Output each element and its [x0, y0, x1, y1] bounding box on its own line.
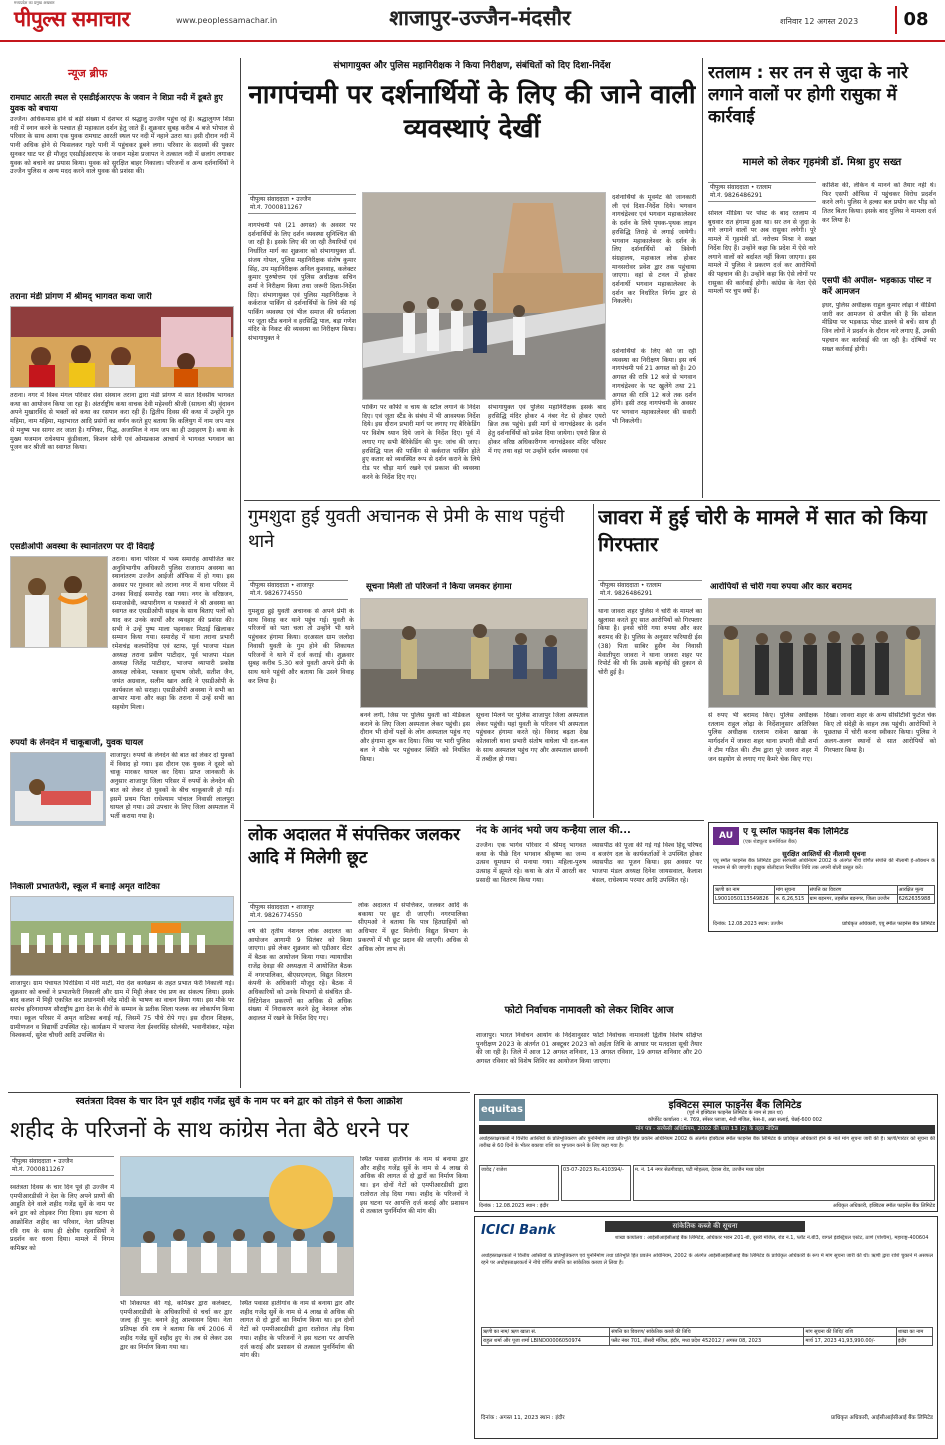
temple-image	[363, 193, 606, 400]
martyr-col-1: स्वतंत्रता दिवस के चार दिन पूर्व ही उज्जैन में एमपीआरडीसी ने देश के लिए अपने प्राणों की आहुति देने वाले शहीद गजेंद्र सुर्वे के नाम पर बने द्वार को तोड़कर गिरा दिया। इस घटना से आक्रोशित शहीद का परिवार, नेता प्रतिपक्ष रवि राय के साथ ही क्षेत्रीय रहवासियों ने प्रदर्शन कर धरना दिया। मामले में निगम कमिश्नर को	[10, 1184, 114, 1252]
nagpanchami-col-4: संभागायुक्त एवं पुलिस महानिरीक्षक इसके बाद हरसिद्धि मंदिर होकर 4 नंबर गेट से होकर एयरो ब्रिज तक पहुंचे। इसी मार्ग से नागचंद्रेश्वर के दर्शन हेतु दर्शनार्थियों को प्रवेश दिया जायेगा। एयरो ब्रिज से होकर वरिष्ठ अधिकारीगण नागचंद्रेश्वर मंदिर परिसर में गए तथा वहां पर उन्होंने दर्शन व्यवस्था एवं	[488, 404, 606, 455]
jaora-byline	[598, 580, 702, 600]
au-col-header-1: ऋणी का नाम	[714, 886, 775, 895]
jaora-subhead: आरोपियों से चोरी गया रुपया और कार बरामद	[710, 582, 852, 592]
lok-adalat-byline	[248, 902, 352, 922]
au-bank-title: ए यू स्मॉल फाइनेंस बैंक लिमिटेड	[743, 827, 849, 837]
bhagwat-katha-image	[11, 307, 234, 388]
issue-date: शनिवार 12 अगस्त 2023	[780, 17, 859, 26]
martyr-col-4: स्थित पवासा हातीगांव के नाम से बनाया द्वार और शहीद गजेंद्र सुर्वे के नाम से 4 लाख से अधिक की लागत से दो द्वारों का निर्माण किया था। इन दोनों गेटों को एमपीआरडीसी द्वारा रातोरात तोड़ दिया गया। शहीद के परिजनों ने इस घटना पर आपत्ति दर्ज कराई और प्रशासन से तत्काल पुनर्निर्माण की मांग की।	[360, 1156, 468, 1216]
ratlam-col-1: सोशल मीडिया पर पोस्ट के बाद रतलाम में बुधवार रात हंगामा हुआ था। सर तन से जुदा के नारे लगाने वालों पर अब रासुका लगेगी। पूरे मामले में गृहमंत्री डॉ. नरोत्तम मिश्रा ने सख्त निर्देश दिए हैं। उन्होंने कहा कि प्रदेश में ऐसे नारे लगाने वालों को बर्दाश्त नहीं किया जाएगा। इस मामले में पुलिस ने प्रकरण दर्ज कर आरोपियों की पहचान की है। उन्होंने कहा कि ऐसे लोगों पर रासुका की कार्रवाई होगी। कांग्रेस के नेता ऐसे मामलों पर चुप क्यों हैं।	[708, 210, 816, 296]
horizontal-rule-2	[244, 820, 704, 821]
jaora-headline: जावरा में हुई चोरी के मामले में सात को किया गिरफ्तार	[598, 505, 927, 556]
brief-headline-1: रामघाट आरती स्थल से एसडीईआरएफ के जवान ने शिप्रा नदी में डूबते हुए युवक को बचाया	[10, 93, 223, 113]
byline-phone: मो.नं. 9826774550	[250, 590, 303, 597]
nagpanchami-headline: नागपंचमी पर दर्शनार्थियों के लिए की जाने वाली व्यवस्थाएं देखीं	[248, 80, 696, 144]
au-cell-2: रु. 6,26,515	[774, 895, 808, 904]
icici-body: अधोहस्ताक्षरकर्ता ने वित्तीय आस्तियों के प्रतिभूतिकरण एवं पुनर्निर्माण तथा प्रतिभूति हित प्रवर्तन अधिनियम, 2002 के अंतर्गत आईसीआईसीआई बैंक लिमिटेड के प्राधिकृत अधिकारी के रूप में मांग सूचना जारी की थी। ऋणी द्वारा राशि चुकाने में असफल रहने पर अधोहस्ताक्षरकर्ता ने नीचे वर्णित संपत्ति का सांकेतिक कब्जा ले लिया है।	[481, 1253, 933, 1266]
voter-camp-story	[474, 1004, 704, 1090]
missing-col-1: गुमशुदा हुई युवती अचानक से अपने प्रेमी के साथ विवाह कर थाने पहुंच गई। युवती के परिजनों को पता चला तो उन्होंने भी थाने पहुंचकर हंगामा किया। दरअसल ग्राम जलोदा निवासी युवती के गुम होने की शिकायत परिजनों ने थाने में दर्ज कराई थी। शुक्रवार सुबह करीब 5.30 बजे युवती अपने प्रेमी के साथ थाने पहुंची और बताया कि उसने विवाह कर लिया है।	[248, 608, 354, 685]
icici-bank-ad	[474, 1216, 938, 1439]
byline-text: पीपुल्स संवाददाता • रतलाम	[600, 582, 662, 589]
missing-byline	[248, 580, 348, 600]
ratlam-subhead-2: एसपी की अपील- भड़काऊ पोस्ट न करें आमजन	[822, 276, 932, 297]
au-col-header-2: मांग सूचना	[774, 886, 808, 895]
lok-adalat-col-1: वर्ष की तृतीय नेशनल लोक अदालत का आयोजन आगामी 9 सितंबर को किया जाएगा। इसे लेकर शुक्रवार को एडीआर सेंटर में बैठक का आयोजन किया गया। न्यायाधीश राजेंद्र देवड़ा की अध्यक्षता में आयोजित बैठक में नगरपालिका, बीएसएनएल, विद्युत वितरण कंपनी के अधिकारी मौजूद रहे। बैठक में अधिकारियों को उनके विभागों से संबंधित प्री-लिटिगेशन प्रकरणों का अधिक से अधिक संख्या में निराकरण करने हेतु नेशनल लोक अदालत में रखने के निर्देश दिए गए।	[248, 928, 352, 1023]
equitas-body: अधोहस्ताक्षरकर्ता ने वित्तीय आस्तियों के प्रतिभूतिकरण और पुनर्निर्माण तथा प्रतिभूति हित प्रवर्तन अधिनियम 2002 के अंतर्गत इक्विटस स्मॉल फाइनेंस बैंक लिमिटेड के प्राधिकृत अधिकारी होने के नाते मांग सूचना जारी की है। ऋणी/गारंटर को सूचना की तारीख से 60 दिनों के भीतर बकाया राशि का भुगतान करने के लिए कहा गया है।	[479, 1136, 935, 1149]
janmashtami-col-1: उज्जैन। एक भार्गव परिवार में श्रीमद् भागवत कथा के पीछे दिन भगवान श्रीकृष्ण का जन्म उत्सव धूमधाम से मनाया गया। महिला-पुरुष उत्साह में झूमते रहे। कथा के अंत में आरती कर प्रसादी का वितरण किया गया।	[476, 842, 586, 884]
au-cell-3: ग्राम बड़नगर, तहसील बड़नगर, जिला उज्जैन	[808, 895, 897, 904]
equitas-bank-ad	[474, 1094, 938, 1212]
brief-body-4: शाजापुर। रुपयों के लेनदेन की बात को लेकर दो युवकों में विवाद हो गया। इस दौरान एक युवक ने दूसरे को चाकू मारकर घायल कर दिया। प्राप्त जानकारी के अनुसार शाजापुर जिला परिसर में रुपयों के लेनदेन की बात को लेकर दो युवकों के बीच चाकूबाजी हो गई। इसमें प्रथम पिता राधेश्याम पांचाल निवासी लालपुरा घायल हो गया। उसे उपचार के लिए जिला अस्पताल में भर्ती कराया गया है।	[110, 752, 234, 820]
rally-image	[11, 897, 234, 976]
byline-phone: मो.नं. 9826486291	[710, 192, 763, 199]
news-brief-column	[8, 62, 236, 1092]
martyr-col-2: भी शिकायत की गई, कमिश्नर द्वारा कलेक्टर, एमपीआरडीसी के अधिकारियों से चर्चा कर द्वार जल्द ही पुन: बनाने हेतु आश्वासन दिया। नेता प्रतिपक्ष रवि राय ने बताया कि वर्ष 2006 में शहीद गजेंद्र सुर्वे शहीद हुए थे। तब से लेकर उस द्वार का निर्माण किया गया था।	[120, 1300, 232, 1351]
ratlam-story	[706, 58, 938, 498]
martyr-gate-story	[8, 1094, 470, 1439]
brief-body-3: तराना। थाना परिसर में भव्य समारोह आयोजित कर अनुविभागीय अधिकारी पुलिस राजाराम अवस्था का स्थानांतरण उज्जैन आईजी ऑफिस में हो गया। इस अवसर पर गुरुवार को तराना नगर में थाना परिसर में उनका विदाई समारोह रखा गया। नगर के वरिष्ठजन, समाजसेवी, व्यापारीगण व पत्रकारों ने श्री अवस्था का स्वागत कर एसडीओपी साहब के साथ बिताए पलों को याद कर उनके कार्यों और व्यवहार की प्रशंसा की। सभी ने उन्हें पुष्प माला पहनाकर मिठाई खिलाकर सम्मान किया गया। समारोह में थाना तराना प्रभारी रमेशचंद्र कलमोदिया एवं स्टाफ, पूर्व भाजपा मंडल अध्यक्ष तराना प्रवीण पाटीदार, पूर्व भाजपा मंडल अध्यक्ष जितेंद्र पाटीदार, भाजपा व्यापारी प्रकोष्ठ अध्यक्ष लोकेश, पत्रकार सुभाष जोशी, सतीश जैन, जयंत अग्रवाल, सलीम खान आदि ने एसडीओपी के कार्यकाल को सराहा। एसडीओपी अवस्था ने सभी का आभार माना और कहा कि तराना में उन्हें सभी का सहयोग मिला।	[112, 556, 234, 711]
masthead-logo-sub: मध्यप्रदेश का प्रमुख अखबार	[14, 0, 55, 5]
brief-headline-4: रुपयों के लेनदेन में चाकूबाजी, युवक घायल	[10, 738, 144, 748]
ratlam-col-2: कोशिश की, लेकिन ये मानने को तैयार नहीं थे। फिर एसपी ऑफिस में पहुंचकर विरोध प्रदर्शन करने लगे। पुलिस ने हल्का बल प्रयोग कर भीड़ को तितर बितर किया। इसके बाद पुलिस ने मामला दर्ज कर लिया है।	[822, 182, 936, 224]
lok-adalat-headline: लोक अदालत में संपत्तिकर जलकर आदि में मिलेगी छूट	[248, 825, 460, 868]
au-notice-title: सुरक्षित आस्तियों की नीलामी सूचना	[782, 850, 866, 858]
au-cell-4: 6262635988	[897, 895, 934, 904]
au-col-header-4: आरक्षित मूल्य	[897, 886, 934, 895]
icici-cell-2: फ्लैट नंबर 701, तीसरी मंजिल, इंदौर, मध्य प्रदेश 452012 / अगस्त 08, 2023	[610, 1337, 804, 1346]
jaora-col-2: से रुपए भी बरामद किए। पुलिस अधीक्षक रतलाम राहुल लोढ़ा के निर्देशानुसार अतिरिक्त पुलिस अधीक्षक रतलाम राकेश खाखा के मार्गदर्शन में जावरा शहर थाना प्रभारी वीडी शर्मा ने टीम गठित की। टीम द्वारा पूरे जावरा शहर में जन सहयोग से लगाए गए कैमरे चेक किए गए।	[708, 712, 818, 763]
byline-text: पीपुल्स संवाददाता • शाजापुर	[250, 582, 314, 589]
brief-headline-5: निकाली प्रभातफेरी, स्कूल में बनाई अमृत वाटिका	[10, 882, 160, 892]
au-logo-badge: AU	[713, 827, 739, 845]
equitas-row-1: जावेद / राजेश	[479, 1165, 559, 1201]
icici-office: शाखा कार्यालय : आईसीआईसीआई बैंक लिमिटेड, अधिकार भवन 201-बी, दूसरी मंजिल, रोड नं.1, प्लॉट नं.बी3, वागले इंडस्ट्रियल एस्टेट, ठाणे (पश्चिम), महाराष्ट्र-400604	[615, 1235, 929, 1241]
missing-col-3: सूचना मिलने पर पुलिस शाजापुर जिला अस्पताल लेकर पहुंची। यहां युवती के परिजन भी अस्पताल पहुंचकर हंगामा करते रहे। विवाद बढ़ता देख कोतवाली थाना प्रभारी संतोष वाघेला भी दल-बल के साथ अस्पताल पहुंच गए और अस्पताल छावनी में तब्दील हो गया।	[476, 712, 588, 763]
column-divider-mid-2	[593, 504, 594, 818]
ratlam-col-3: इधर, पुलिस अधीक्षक राहुल कुमार लोढ़ा ने वीडियो जारी कर आमजन से अपील की है कि सोशल मीडिया पर भड़काऊ पोस्ट डालने से बचें। साथ ही जिन लोगों ने प्रदर्शन के दौरान नारे लगाए हैं, उनकी पहचान कर कार्रवाई की जा रही है। दोषियों पर सख्त कार्रवाई होगी।	[822, 302, 936, 353]
protest-image	[121, 1157, 354, 1296]
equitas-logo: equitas	[479, 1099, 525, 1121]
column-divider-left	[240, 58, 241, 1088]
equitas-title: इक्विटस स्माल फाइनेंस बैंक लिमिटेड	[668, 1100, 802, 1111]
jaora-theft-story	[596, 504, 938, 818]
au-bank-sub: (एक शेड्यूल्ड कमर्शियल बैंक)	[743, 839, 797, 845]
jaora-col-1: थाना जावरा शहर पुलिस ने चोरी के मामले का खुलासा करते हुए सात आरोपियों को गिरफ्तार किया है। इनसे चोरी गया रुपया और कार बरामद की है। पुलिस के अनुसार फरियादी ईस (38) पिता साबिर हुसैन मेव निवासी मेवातीपुरा जावरा ने थाना जावरा शहर पर रिपोर्ट की थी कि उसके बहनोई की दुकान से चोरी हुई है।	[598, 608, 702, 676]
police-lineup-image	[709, 599, 936, 708]
martyr-headline: शहीद के परिजनों के साथ कांग्रेस नेता बैठे धरने पर	[10, 1118, 409, 1143]
equitas-footer: दिनांक : 12.08.2023 स्थान : इंदौर	[479, 1203, 549, 1209]
equitas-row-3: म. नं. 14 नगर सेठगीवाड़ा, पटी मोहल्ला, देवास रोड, उज्जैन मध्य प्रदेश	[633, 1165, 935, 1201]
icici-cell-1: राहुल शर्मा और पूजा शर्मा LBIND00006050974	[482, 1337, 610, 1346]
crowd-image	[361, 599, 588, 708]
prabhatferi-photo	[10, 896, 234, 976]
missing-subhead: सूचना मिली तो परिजनों ने किया जमकर हंगामा	[366, 582, 512, 592]
icici-col-header-2: संपत्ति का विवरण/ सांकेतिक कब्जे की तिथि	[610, 1328, 804, 1337]
nagpanchami-kicker: संभागायुक्त और पुलिस महानिरीक्षक ने किया निरीक्षण, संबंधितों को दिए दिशा-निर्देश	[333, 61, 611, 71]
au-bank-ad	[708, 822, 938, 932]
au-notice-body: एयू स्मॉल फाइनेंस बैंक लिमिटेड द्वारा सरफेसी अधिनियम 2002 के अंतर्गत नीचे वर्णित संपत्ति की नीलामी ई-ऑक्शन के माध्यम से की जाएगी। इच्छुक बोलीदाता निर्धारित तिथि तक अपनी बोली प्रस्तुत करें।	[713, 858, 935, 871]
byline-phone: मो.नं. 7000811267	[250, 204, 303, 211]
byline-phone: मो.नं. 9826486291	[600, 590, 653, 597]
lok-adalat-col-2: लोक अदालत में संपत्तिकर, जलकर आदि के बकाया पर छूट दी जाएगी। नगरपालिका सीएमओ ने बताया कि पात्र हितग्राहियों को अधिभार में छूट मिलेगी। विद्युत विभाग के प्रकरणों में भी छूट प्रदान की जाएगी। अधिक से अधिक लोग लाभ लें।	[358, 902, 468, 953]
au-cell-1: L9001050113549826	[714, 895, 775, 904]
byline-text: पीपुल्स संवाददाता • रतलाम	[710, 184, 772, 191]
brief-body-5: शाजापुर। ग्राम पंचायत पिरोडिया में मेरी माटी, मेरा देश कार्यक्रम के तहत प्रभात फेरी निकाली गई। शुक्रवार को बच्चों ने प्रभातफेरी निकाली और ग्राम में मिट्टी लेकर पंच प्रण का संकल्प लिया। इसके बाद कलश में मिट्टी एकत्रित कर प्रधानमंत्री नरेंद्र मोदी के भाषण का वाचन किया गया। इस मौके पर सरपंच हरिनारायण सौराष्ट्रीय द्वारा देश के वीरों के सम्मान के प्रतीक शिला फलक का लोकार्पण किया गया। स्कूल परिसर में अमृत वाटिका बनाई गई, जिसमें 75 पौधे रोपे गए। इस दौरान शिक्षक, ग्रामीणजन व विद्यार्थी उपस्थित रहे। कार्यक्रम में भाजपा नेता ईश्वरसिंह सोलंकी, भवानीशंकर, महेश विश्वकर्मा, सुरेश चौधरी आदि उपस्थित थे।	[10, 980, 234, 1040]
ratlam-headline: रतलाम : सर तन से जुदा के नारे लगाने वालों पर होगी रासुका में कार्रवाई	[708, 63, 908, 127]
temple-inspection-photo	[362, 192, 606, 400]
column-divider-mid	[702, 58, 703, 498]
icici-sign: प्राधिकृत अधिकारी, आईसीआईसीआई बैंक लिमिटेड	[831, 1415, 933, 1421]
lok-adalat-story	[246, 822, 470, 1090]
equitas-sign: अधिकृत अधिकारी, इक्विटस स्मॉल फाइनेंस बैंक लिमिटेड	[832, 1203, 935, 1209]
arrested-accused-photo	[708, 598, 936, 708]
nagpanchami-col-3: दर्शनार्थियों के मूवमेंट की जानकारी ली एवं दिशा-निर्देश दिये। भगवान नागचंद्रेश्वर एवं भगवान महाकालेश्वर के दर्शन के लिये पृथक-पृथक लाइन हरसिद्धि तिराहे से लगाई जायेगी। भगवान महाकालेश्वर के दर्शन के लिए दर्शनार्थियों को त्रिवेणी संग्रहालय, महाकाल लोक होकर मानसरोवर प्रवेश द्वार तक पहुंचाया जाएगा। वहां से टनल में होकर दर्शनार्थी भगवान महाकालेश्वर के दर्शन कर निर्धारित निर्गम द्वार से निकलेंगे।	[612, 194, 696, 306]
horizontal-rule-1	[244, 500, 940, 501]
bhagwat-katha-photo	[10, 306, 234, 388]
nagpanchami-byline	[248, 194, 356, 214]
missing-headline: गुमशुदा हुई युवती अचानक से प्रेमी के साथ पहुंची थाने	[248, 506, 565, 552]
icici-cell-4: इंदौर	[896, 1337, 932, 1346]
dharna-protest-photo	[120, 1156, 354, 1296]
brief-body-1: उज्जैन। अधिकमास होने से बड़ी संख्या में देशभर से श्रद्धालु उज्जैन पहुंच रहे हैं। श्रद्धालुगण शिप्रा नदी में स्नान करने के पश्चात ही महाकाल दर्शन हेतु जाते हैं। शुक्रवार सुबह करीब 4 बजे भोपाल से परिवार के साथ आया एक युवक रामघाट आरती स्थल पर नदी में नहाने उतरा था। इसी दौरान नदी में पानी अधिक होने से फिसलकर गहरे पानी में पहुंचकर डूबने लगा। परिवार के सदस्यों की पुकार सुनकर घाट पर ही मौजूद एसडीईआरएफ के जवान महेश प्रजापत ने तत्काल नदी में छलांग लगाकर युवक को बचाने का प्रयास किया। युवक को सुरक्षित बाहर निकाला। परिजनों व अन्य दर्शनार्थियों ने उज्जैन पुलिस व अन्य मदद करने वाले युवक की प्रशंसा की।	[10, 116, 234, 176]
equitas-banner: मांग पत्र - सरफेसी अधिनियम, 2002 की धारा 13 (2) के तहत नोटिस	[479, 1125, 935, 1134]
masthead	[0, 0, 945, 42]
au-sign: प्राधिकृत अधिकारी, एयू स्मॉल फाइनेंस बैंक लिमिटेड	[842, 921, 935, 927]
au-col-header-3: संपत्ति का विवरण	[808, 886, 897, 895]
icici-col-header-3: मांग सूचना की तिथि/ राशि	[804, 1328, 896, 1337]
equitas-office: कॉर्पोरेट कार्यालय : नं. 769, स्पेंसर प्लाजा, 4थी मंजिल, फेस-II, अन्ना सलाई, चेन्नई-600 002	[647, 1117, 823, 1123]
martyr-byline	[10, 1156, 114, 1176]
au-auction-table	[713, 885, 935, 904]
nagpanchami-col-2: पार्किंग पर कॉफी व चाय के स्टॉल लगाने के निर्देश दिए। एवं जूता स्टैंड के संबंध में भी आवश्यक निर्देश दिये। इस दौरान प्रभारी मार्ग पर लगाए गए बैरिकेडिंग पर विशेष ध्यान दिये जाने के निर्देश दिए। पूर्व में लगाए गए सभी बैरिकेडिंग की पुन: जांच की जाए। हरसिद्धि पाल की पार्किंग से कर्कराज पार्किंग होते हुए कतार को व्यवस्थित रूप से दर्शन कराने के लिये रोड पर चौड़ा मार्ग रखने एवं प्रकाश की व्यवस्था करने के निर्देश दिए गए।	[362, 404, 480, 481]
martyr-kicker: स्वतंत्रता दिवस के चार दिन पूर्व शहीद गजेंद्र सुर्वे के नाम पर बने द्वार को तोड़ने से फैला आक्रोश	[75, 1096, 403, 1107]
icici-col-header-4: शाखा का नाम	[896, 1328, 932, 1337]
janmashtami-headline: नंद के आनंद भयो जय कन्हैया लाल की...	[476, 825, 631, 836]
voter-camp-body: शाजापुर। भारत निर्वाचन आयोग के निर्देशानुसार फोटो निर्वाचक नामावली द्वितीय विशेष संक्षिप्त पुनरीक्षण 2023 के अंतर्गत 01 अक्टूबर 2023 को अर्हता तिथि के आधार पर मतदाता सूची तैयार की जा रही है। जिले में आज 12 अगस्त शनिवार, 13 अगस्त रविवार, 19 अगस्त शनिवार और 20 अगस्त रविवार को विशेष शिविर का आयोजन किया जाएगा।	[476, 1032, 702, 1066]
icici-logo: ICICI Bank	[481, 1223, 556, 1238]
nagpanchami-col-5: दर्शनार्थियों के लिए की जा रही व्यवस्था का निरीक्षण किया। इस वर्ष नागपंचमी पर्व 21 अगस्त को है। 20 अगस्त की रात्रि 12 बजे से भगवान नागचंद्रेश्वर के पट खुलेंगे तथा 21 अगस्त की रात्रि 12 बजे तक दर्शन होंगे। इसी तरह नागपंचमी के अवसर पर भगवान महाकालेश्वर की सवारी भी निकलेगी।	[612, 348, 696, 425]
police-station-photo	[360, 598, 588, 708]
ratlam-byline	[708, 182, 816, 202]
janmashtami-story	[474, 822, 704, 1002]
page-number: 08	[895, 6, 935, 34]
icici-cell-3: मार्च 17, 2023 41,93,990.00/-	[804, 1337, 896, 1346]
icici-possession-table	[481, 1327, 933, 1346]
voter-camp-headline: फोटो निर्वाचक नामावली को लेकर शिविर आज	[504, 1005, 674, 1016]
icici-title: सांकेतिक कब्जे की सूचना	[605, 1221, 805, 1232]
martyr-col-3: स्थित पवासा हातीगांव के नाम से बनाया द्वार और शहीद गजेंद्र सुर्वे के नाम से 4 लाख से अधिक की लागत से दो द्वारों का निर्माण किया था। इन दोनों गेटों को एमपीआरडीसी द्वारा रातोरात तोड़ दिया गया। शहीद के परिजनों ने इस घटना पर आपत्ति दर्ज कराई और प्रशासन से तत्काल पुनर्निर्माण की मांग की।	[240, 1300, 354, 1360]
icici-footer: दिनांक : अगस्त 11, 2023 स्थान : इंदौर	[481, 1415, 565, 1421]
jaora-col-3: दिखा। जावरा शहर के अन्य सीसीटीवी फुटेज चेक किए तो संदेही के वाहन तक पहुंची। आरोपियों ने पूछताछ में चोरी करना स्वीकार किया। पुलिस ने अलग-अलग स्थानों से सात आरोपियों को गिरफ्तार किया है।	[824, 712, 936, 754]
missing-girl-story	[246, 504, 590, 818]
brief-body-2: तराना। नगर में विश्व मंगल परिवार सेवा संस्थान तराना द्वारा मंडी प्रांगण में सात दिवसीय भागवत कथा का आयोजन किया जा रहा है। अंतर्राष्ट्रीय कथा वाचक देवी महेश्वरी श्रीजी (साधना श्री) वृंदावन अपने मुखारविंद से भक्तों को कथा का रसपान करा रही हैं। द्वितीय दिवस की कथा में उन्होंने गुरु महिमा, नाम महिमा, महाभारत आदि प्रसंगों का वर्णन करते हुए बताया कि कलियुग में नाम जप मात्र से मनुष्य भव सागर तर जाता है। गणिका, गिद्ध, अजामिल ने नाम जप का ही उदाहरण है। कथा के मुख्य यजमान राधेश्याम कुंडीवाला, किशन सोनी एवं ओमप्रकाश आचार्य ने भागवत भगवान का पूजन कर श्रीजी का स्वागत किया।	[10, 392, 234, 452]
icici-col-header-1: ऋणी का नाम/ ऋण खाता सं.	[482, 1328, 610, 1337]
brief-headline-3: एसडीओपी अवस्था के स्थानांतरण पर दी विदाई	[10, 542, 155, 552]
masthead-website[interactable]: www.peoplessamachar.in	[176, 16, 278, 25]
news-brief-label: न्यूज ब्रीफ	[68, 67, 108, 80]
byline-text: पीपुल्स संवाददाता • उज्जैन	[250, 196, 311, 203]
byline-phone: मो.नं. 9826774550	[250, 912, 303, 919]
janmashtami-col-2: व्यासपीठ की पूजा की गई गई विश्व हिंदू परिषद व बजरंग दल के कार्यकर्ताओं ने उपस्थित होकर व्यासपीठ का पूजन किया। इस अवसर पर भाजपा मंडल अध्यक्ष दिनेश जायसवाल, कैलाश बंसल, राधेश्याम परमार आदि उपस्थित रहे।	[592, 842, 702, 884]
ratlam-subhead: मामले को लेकर गृहमंत्री डॉ. मिश्रा हुए सख्त	[742, 157, 902, 168]
masthead-logo: पीपुल्स समाचार	[14, 7, 130, 31]
missing-col-2: बनने लगी, जिस पर पुलिस युवती को मेडिकल कराने के लिए जिला अस्पताल लेकर पहुंची। इस दौरान भी दोनों पक्षों के लोग अस्पताल पहुंच गए और हंगामा शुरू कर दिया। जिस पर भारी पुलिस बल ने मौके पर पहुंचकर स्थिति को नियंत्रित किया।	[360, 712, 470, 763]
brief-headline-2: तराना मंडी प्रांगण में श्रीमद् भागवत कथा जारी	[10, 292, 152, 302]
nagpanchami-story	[246, 58, 698, 498]
equitas-sub: (पूर्व में इक्विटस फाइनेंस लिमिटेड के नाम से ज्ञात था)	[686, 1110, 784, 1116]
byline-phone: मो.नं. 7000811267	[12, 1166, 65, 1173]
byline-text: पीपुल्स संवाददाता • उज्जैन	[12, 1158, 73, 1165]
equitas-row-2: 03-07-2023 Rs.410394/-	[561, 1165, 631, 1201]
section-title: शाजापुर-उज्जैन-मंदसौर	[389, 6, 571, 30]
horizontal-rule-3	[8, 1092, 470, 1093]
byline-text: पीपुल्स संवाददाता • शाजापुर	[250, 904, 314, 911]
nagpanchami-col-1: नागपंचमी पर्व (21 अगस्त) के अवसर पर दर्शनार्थियों के लिए दर्शन व्यवस्था सुनिश्चित की जा रही है। इसके लिए की जा रही तैयारियों एवं निर्धारित मार्ग का शुक्रवार को संभागायुक्त डॉ. संजय गोयल, पुलिस महानिरीक्षक संतोष कुमार सिंह, उप महानिरीक्षक अनिल कुशवाह, कलेक्टर कुमार पुरुषोत्तम एवं पुलिस अधीक्षक सचिन शर्मा ने निरीक्षण किया तथा जरूरी दिशा-निर्देश दिए। संभागायुक्त एवं पुलिस महानिरीक्षक ने कर्कराज पार्किंग से दर्शनार्थियों के लिये की गई पार्किंग व्यवस्था एवं भील समाज की धर्मशाला पर जूता स्टैंड बनाने व हरसिद्धि पाल, बड़ा गणेश मंदिर के निकट की व्यवस्था का निरीक्षण किया। संभागायुक्त ने	[248, 222, 356, 343]
au-footer: दिनांक: 12.08.2023 स्थान: उज्जैन	[713, 921, 783, 927]
